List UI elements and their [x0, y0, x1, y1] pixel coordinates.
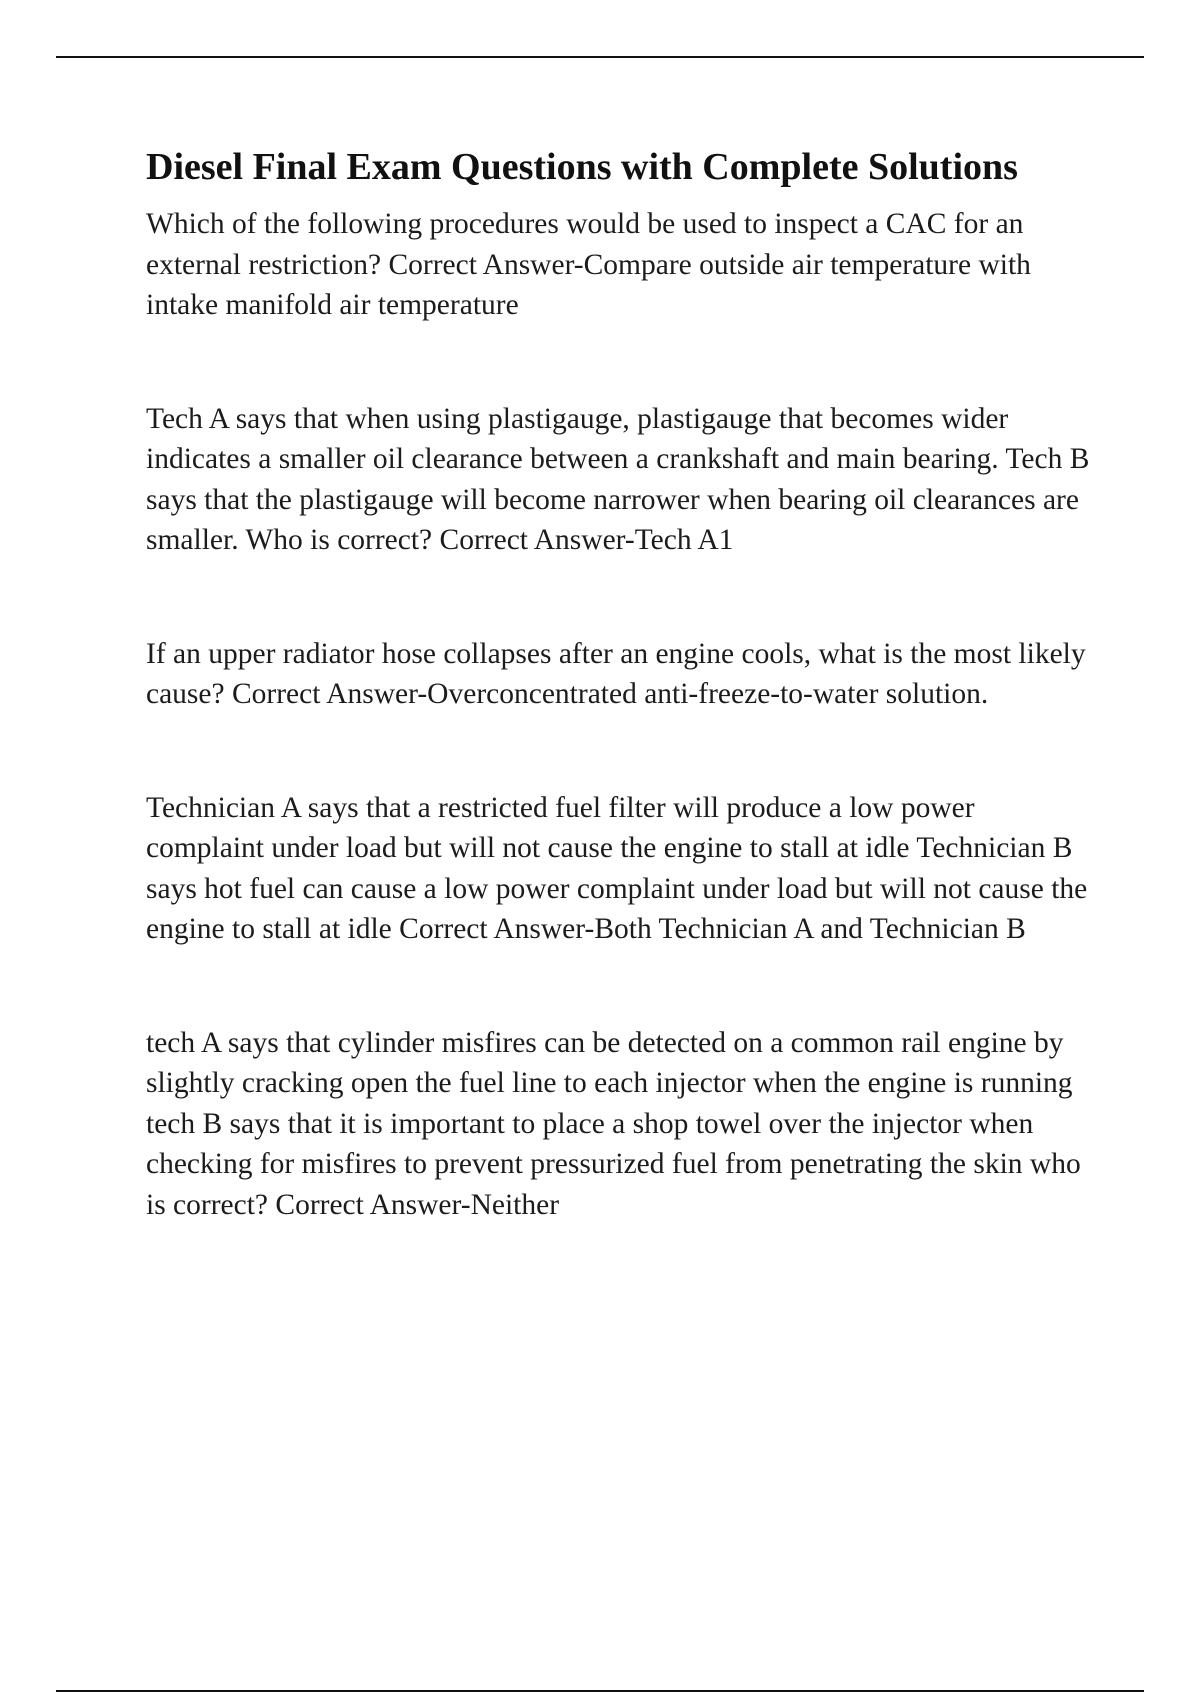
top-divider — [56, 56, 1144, 58]
bottom-divider — [56, 1690, 1144, 1692]
qa-entry-3: If an upper radiator hose collapses after an engine cools, what is the most likely cause? Correct Answer-Overconcentrated anti-freeze-to-water solution. — [146, 637, 1086, 710]
document-body — [146, 142, 1096, 1225]
qa-entry-4: Technician A says that a restricted fuel filter will produce a low power complaint under load but will not cause the engine to stall at idle Technician B says hot fuel can cause a low power complaint under load but will not cause the engine to stall at idle Correct Answer-Both Technician A and Technician B — [146, 791, 1088, 945]
qa-entry-1: Which of the following procedures would be used to inspect a CAC for an external restriction? Correct Answer-Compare outside air temperature with intake manifold air temperature — [146, 208, 1031, 321]
qa-entry-2: Tech A says that when using plastigauge, plastigauge that becomes wider indicates a smaller oil clearance between a crankshaft and main bearing. Tech B says that the plastigauge will become narrower when bearing oil clearances are smaller. Who is correct? Correct Answer-Tech A1 — [146, 402, 1090, 556]
qa-entry-5: tech A says that cylinder misfires can be detected on a common rail engine by slightly cracking open the fuel line to each injector when the engine is running tech B says that it is important to place a shop towel over the injector when checking for misfires to prevent pressurized fuel from penetrating the skin who is correct? Correct Answer-Neither — [146, 1026, 1081, 1221]
document-title: Diesel Final Exam Questions with Complete Solutions — [146, 146, 1018, 188]
